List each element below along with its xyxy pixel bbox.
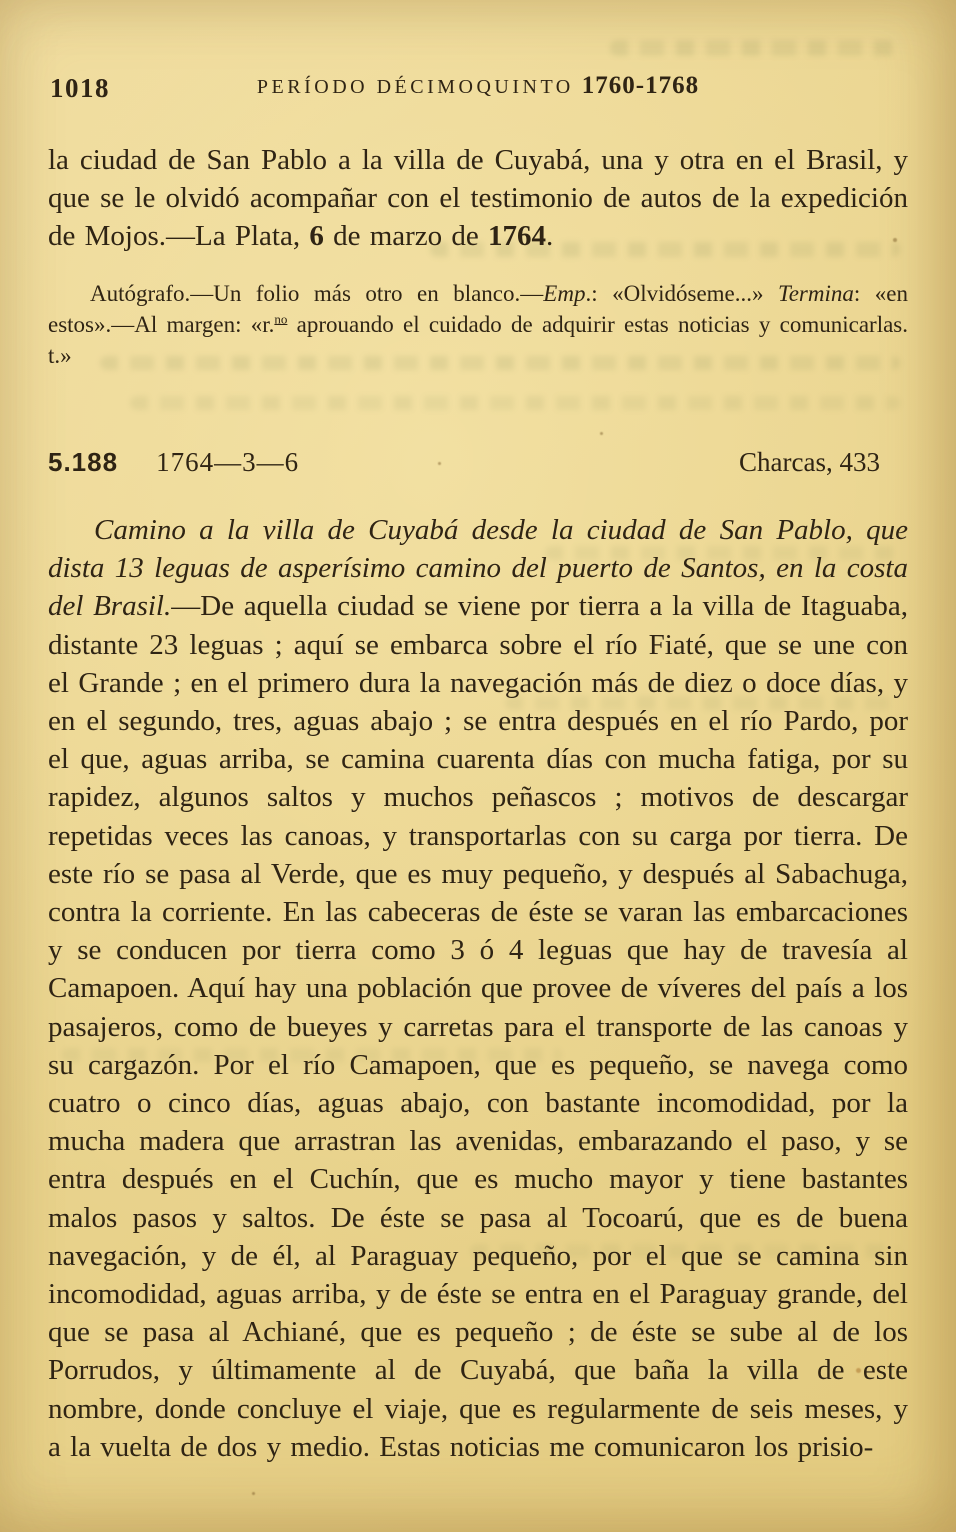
- note-lead: Autógrafo.—Un folio más otro en blanco.—: [90, 281, 544, 306]
- running-title-years: 1760-1768: [581, 72, 700, 99]
- note-after-emp: .: «Olvidóseme...»: [585, 281, 779, 306]
- note-emp-label: Emp: [543, 281, 586, 306]
- note-termina-label: Termina: [778, 281, 854, 306]
- entry-heading: [48, 447, 908, 478]
- entry-archive-reference: Charcas, 433: [739, 447, 880, 477]
- continuation-paragraph: [48, 141, 908, 255]
- entry-date: 1764—3—6: [156, 447, 300, 477]
- entry-number: 5.188: [48, 447, 119, 477]
- entry-paragraph: [48, 511, 908, 1466]
- apparatus-note: [48, 278, 908, 371]
- continuation-end: .: [546, 220, 554, 252]
- date-day: 6: [309, 220, 324, 252]
- note-after-termina: : «en estos».—Al margen: «r.: [48, 281, 908, 337]
- date-year: 1764: [488, 220, 547, 252]
- entry-title-italic: Camino a la villa de Cuyabá desde la ciudad de San Pablo, que dista 13 leguas de asperísimo camino del puerto de Santos, en la costa del Brasil.: [48, 514, 908, 623]
- running-header: [48, 72, 908, 104]
- continuation-text: la ciudad de San Pablo a la villa de Cuyabá, una y otra en el Brasil, y que se le olvidó acompañar con el testimonio de autos de la expedición de Mojos.—La Plata,: [48, 144, 908, 252]
- entry-body-text: —De aquella ciudad se viene por tierra a la villa de Itaguaba, distante 23 leguas ; aquí se embarca sobre el río Fiaté, que se une con el Grande ; en el primero dura la navegación más de diez o doce días, y en el segundo, tres, aguas abajo ; se entra después en el río Pardo, por el que, aguas arriba, se camina cuarenta días con mucha fatiga, por su rapidez, algunos saltos y muchos peñascos ; motivos de descargar repetidas veces las canoas, y transportarlas con su carga por tierra. De este río se pasa al Verde, que es muy pequeño, y después al Sabachuga, contra la corriente. En las cabeceras de éste se varan las embarcaciones y se conducen por tierra como 3 ó 4 leguas que hay de travesía al Camapoen. Aquí hay una población que provee de víveres del país a los pasajeros, como de bueyes y carretas para el transporte de las canoas y su cargazón. Por el río Camapoen, que es pequeño, se navega como cuatro o cinco días, aguas abajo, con bastante incomodidad, por la mucha madera que arrastran las avenidas, embarazando el paso, y se entra después en el Cuchín, que es mucho mayor y tiene bastantes malos pasos y saltos. De éste se pasa al Tocoarú, que es de buena navegación, y de él, al Paraguay pequeño, por el que se camina sin incomodidad, aguas arriba, y de éste se entra en el Paraguay grande, del que se pasa al Achiané, que es pequeño ; de éste se sube al de los Porrudos, y últimamente al de Cuyabá, que baña la villa de este nombre, donde concluye el viaje, que es regularmente de seis meses, y a la vuelta de dos y medio. Estas noticias me comunicaron los prisio-: [48, 590, 908, 1463]
- continuation-middle: de marzo de: [323, 220, 489, 252]
- page-number: 1018: [50, 73, 110, 103]
- note-tail: aprouando el cuidado de adquirir estas noticias y comunicarlas. t.»: [48, 312, 908, 368]
- running-title-text: PERÍODO DÉCIMOQUINTO: [256, 76, 574, 98]
- note-superscript-abbreviation: no: [274, 311, 288, 327]
- running-title: [48, 72, 908, 100]
